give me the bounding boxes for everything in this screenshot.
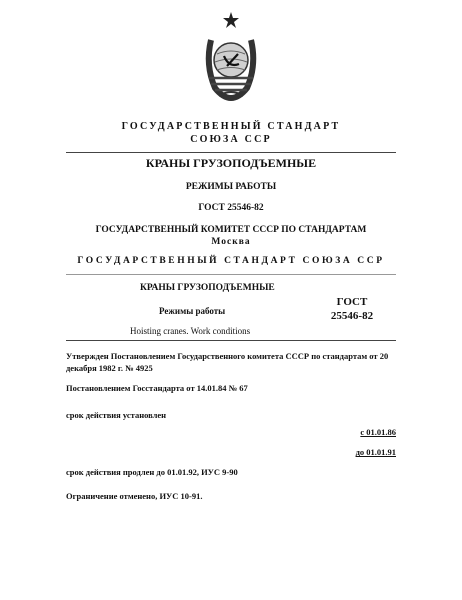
body-validity: срок действия установлен: [66, 410, 167, 420]
block-title: КРАНЫ ГРУЗОПОДЪЕМНЫЕ: [140, 283, 275, 293]
cover-code: ГОСТ 25546-82: [198, 203, 264, 213]
mid-rule: [66, 274, 396, 275]
header-state-standard: ГОСУДАРСТВЕННЫЙ СТАНДАРТ: [121, 121, 341, 132]
block-english: Hoisting cranes. Work conditions: [130, 326, 251, 336]
body-approved: Утвержден Постановлением Государственного комитета СССР по стандартам от 20 декабря 1982 г. № 4925: [66, 351, 389, 373]
block-subtitle: Режимы работы: [159, 306, 226, 316]
cover-city: Москва: [211, 237, 251, 247]
body-extended: срок действия продлен до 01.01.92, ИУС 9-90: [66, 467, 238, 477]
cover-committee: ГОСУДАРСТВЕННЫЙ КОМИТЕТ СССР ПО СТАНДАРТАМ: [95, 225, 367, 235]
body-decree: Постановлением Госстандарта от 14.01.84 № 67: [66, 383, 248, 393]
gost-number: 25546-82: [330, 310, 374, 322]
block-rule: [66, 340, 396, 341]
banner: ГОСУДАРСТВЕННЫЙ СТАНДАРТ СОЮЗА ССР: [77, 256, 385, 266]
ussr-emblem: [201, 10, 261, 105]
cover-title: КРАНЫ ГРУЗОПОДЪЕМНЫЕ: [145, 156, 317, 170]
body-to-date: до 01.01.91: [355, 447, 396, 457]
cover-subtitle: РЕЖИМЫ РАБОТЫ: [185, 182, 277, 192]
body-from-date: с 01.01.86: [360, 427, 396, 437]
header-union: СОЮЗА ССР: [190, 134, 272, 145]
body-cancelled: Ограничение отменено, ИУС 10-91.: [66, 491, 203, 501]
gost-label: ГОСТ: [336, 296, 368, 308]
top-rule: [66, 152, 396, 153]
